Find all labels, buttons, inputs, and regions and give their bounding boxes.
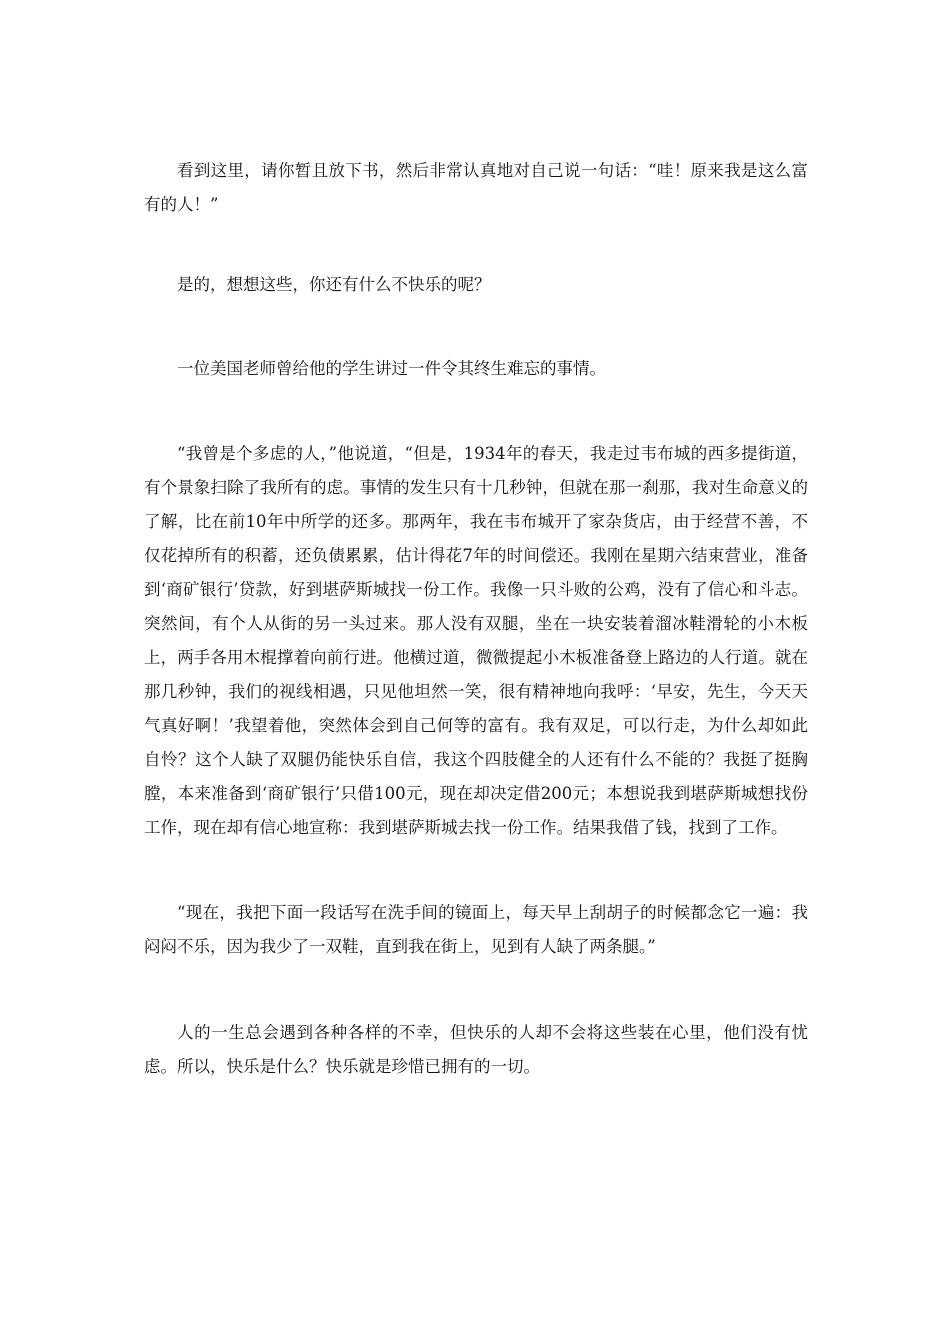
paragraph-6: 人的一生总会遇到各种各样的不幸，但快乐的人却不会将这些装在心里，他们没有忧虑。所以，快乐是什么？快乐就是珍惜已拥有的一切。 [144,1023,808,1076]
paragraph-2: 是的，想想这些，你还有什么不快乐的呢？ [177,275,491,294]
paragraph-1: 看到这里，请你暂且放下书，然后非常认真地对自己说一句话：“哇！原来我是这么富有的人！” [144,161,808,214]
paragraph-3: 一位美国老师曾给他的学生讲过一件令其终生难忘的事情。 [177,359,606,378]
paragraph-5: “现在，我把下面一段话写在洗手间的镜面上，每天早上刮胡子的时候都念它一遍：我闷闷不乐，因为我少了一双鞋，直到我在街上，见到有人缺了两条腿。” [144,903,808,956]
document-body [144,154,808,1084]
paragraph-4: “我曾是个多虑的人，”他说道，“但是，1934年的春天，我走过韦布城的西多提街道，有个景象扫除了我所有的虑。事情的发生只有十几秒钟，但就在那一刹那，我对生命意义的了解，比在前10年中所学的还多。那两年，我在韦布城开了家杂货店，由于经营不善，不仅花掉所有的积蓄，还负债累累，估计得花7年的时间偿还。我刚在星期六结束营业，准备到‘商矿银行’贷款，好到堪萨斯城找一份工作。我像一只斗败的公鸡，没有了信心和斗志。突然间，有个人从街的另一头过来。那人没有双腿，坐在一块安装着溜冰鞋滑轮的小木板上，两手各用木棍撑着向前行进。他横过道，微微提起小木板准备登上路边的人行道。就在那几秒钟，我们的视线相遇，只见他坦然一笑，很有精神地向我呼：‘早安，先生，今天天气真好啊！’我望着他，突然体会到自己何等的富有。我有双足，可以行走，为什么却如此自怜？这个人缺了双腿仍能快乐自信，我这个四肢健全的人还有什么不能的？我挺了挺胸膛，本来准备到‘商矿银行’只借100元，现在却决定借200元；本想说我到堪萨斯城想找份工作，现在却有信心地宣称：我到堪萨斯城去找一份工作。结果我借了钱，找到了工作。 [144,444,808,837]
